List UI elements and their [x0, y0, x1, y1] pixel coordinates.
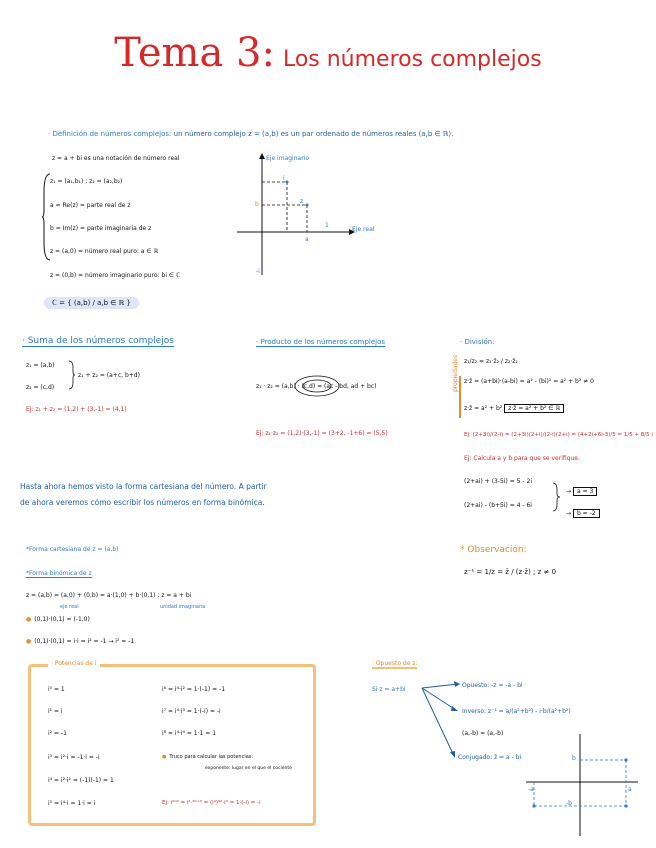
opuesto-opuesto: Opuesto: -z = -a - bi — [462, 682, 523, 689]
definicion-item-4: z = (a,0) = número real puro: a ∈ ℝ — [50, 248, 159, 255]
potencias-trick-heading: ● Truco para calcular las potencias: — [162, 754, 253, 760]
binomica-sub1: eje real — [60, 604, 79, 610]
division-eq1: (2+ai) + (3-5i) = 5 - 2i — [464, 478, 532, 485]
conj-point-zbar — [624, 804, 627, 807]
division-boxed: z·z̄ = a² + b² ∈ ℝ — [504, 404, 564, 413]
title-sub: Los números complejos — [282, 47, 542, 72]
nota-line1: Hasta ahora hemos visto la forma cartesiana del número. A partir — [20, 482, 267, 491]
suma-result: z₁ + z₂ = (a+c, b+d) — [78, 372, 140, 379]
point-i — [286, 181, 289, 184]
producto-ej: Ej: z₁·z₂ = (1,2)·(3,-1) = (3+2, -1+6) = (5,5) — [256, 430, 388, 437]
suma-heading: · Suma de los números complejos — [22, 336, 174, 346]
potencias-left-2: i² = -1 — [48, 730, 67, 737]
binomica-b1: ● (0,1)·(0,1) = (-1,0) — [26, 616, 90, 623]
label-b: b — [255, 201, 259, 208]
division-line2-row: z·z̄ = a² + b² z·z̄ = a² + b² ∈ ℝ — [464, 405, 564, 412]
complex-set: ℂ = { (a,b) / a,b ∈ ℝ } — [44, 297, 139, 309]
point-z — [306, 204, 309, 207]
binomica-sub2: unidad imaginaria — [160, 604, 206, 610]
definicion-heading-line — [48, 130, 453, 138]
potencias-left-0: i⁰ = 1 — [48, 686, 65, 693]
potencias-left-5: i⁵ = i⁴·i = 1·i = i — [48, 800, 96, 807]
definicion-item-2: a = Re(z) = parte real de z — [50, 202, 131, 209]
conj-label-neg-a: -a — [528, 786, 534, 793]
binomica-b2: ● (0,1)·(0,1) = i·i = i² = -1 → i² = -1 — [26, 638, 134, 645]
potencias-trick-note: exponente: lugar en el que el cociente — [205, 766, 292, 771]
potencias-right-2: i⁸ = i⁴·i⁴ = 1·1 = 1 — [162, 730, 217, 737]
definicion-item-5: z = (0,b) = número imaginario puro: bi ∈ ℂ — [50, 272, 181, 279]
conjugate-plane-diagram — [522, 730, 642, 840]
potencias-left-3: i³ = i²·i = -1·i = -i — [48, 754, 100, 761]
imag-axis-arrow — [259, 153, 265, 159]
definicion-item-3: b = Im(z) = parte imaginaria de z — [50, 225, 152, 232]
definicion-note: z = a + bi es una notación de número real — [52, 155, 180, 162]
definicion-text: un número complejo z = (a,b) es un par ordenado de números reales (a,b ∈ ℝ). — [173, 130, 454, 138]
axis-real-label: Eje real — [352, 226, 375, 233]
division-heading: · División: — [460, 338, 495, 346]
conj-point-neg — [532, 804, 535, 807]
division-eq2: (2+ai) - (b+5i) = 4 - 6i — [464, 502, 532, 509]
opuesto-base: Si z = a+bi — [372, 686, 406, 693]
observacion-formula: z⁻¹ = 1/z = z̄ / (z·z̄) ; z ≠ 0 — [464, 568, 557, 576]
division-res1: → a = 3 — [566, 488, 597, 495]
division-res2: → b = -2 — [566, 510, 600, 517]
potencias-heading: · Potencias de i — [48, 660, 100, 667]
potencias-left-1: i¹ = i — [48, 708, 63, 715]
opuesto-conjugado: Conjugado: z̄ = a - bi — [458, 754, 522, 761]
opuesto-conj-pair: (a,-b) = (a,-b) — [462, 730, 504, 737]
definicion-heading: · Definición de números complejos: — [48, 130, 172, 138]
division-propiedades: propiedades — [452, 354, 459, 392]
label-1: 1 — [325, 222, 329, 229]
complex-set-pill — [44, 290, 139, 309]
binomica-cartesiana: *Forma cartesiana de z = (a,b) — [26, 546, 119, 553]
axis-imag-label: Eje imaginario — [266, 155, 310, 162]
binomica-formula: z = (a,b) = (a,0) + (0,b) = a·(1,0) + b·(0,1) ; z = a + bi — [26, 592, 192, 599]
binomica-heading: *Forma binómica de z — [26, 570, 92, 577]
conj-label-neg-b: -b — [566, 800, 572, 807]
opuesto-arrows — [420, 680, 480, 760]
conj-point-z — [624, 758, 627, 761]
producto-heading: · Producto de los números complejos — [256, 338, 386, 346]
definicion-item-1: z₁ = (a₁,b₁) ; z₂ = (a₂,b₂) — [50, 178, 123, 185]
suma-z1: z₁ = (a,b) — [26, 362, 55, 369]
division-ej2: Ej: Calcula a y b para que se verifique. — [464, 455, 580, 462]
conj-label-a: a — [628, 786, 632, 793]
potencias-left-4: i⁴ = i²·i² = (-1)(-1) = 1 — [48, 777, 114, 784]
opuesto-inverso: Inverso: z⁻¹ = a/(a²+b²) - i·b/(a²+b²) — [462, 708, 571, 715]
division-brace — [552, 482, 562, 512]
suma-ej: Ej: z₁ + z₂ = (1,2) + (3,-1) = (4,1) — [26, 406, 127, 413]
label-a: a — [305, 236, 309, 243]
suma-brace — [68, 360, 76, 390]
nota-line2: de ahora veremos cómo escribir los números en forma binómica. — [20, 498, 265, 507]
potencias-ej: Ej: i²⁰³ = i⁴·⁵⁰⁺³ = (i⁴)⁵⁰·i³ = 1·(-i) = -i — [162, 800, 261, 806]
title-main: Tema 3: — [114, 30, 275, 76]
label-z: z — [300, 198, 304, 205]
producto-formula: z₁ · z₂ = (a,b) · (c,d) = (ac - bd, ad + bc) — [256, 383, 377, 390]
complex-plane-diagram — [232, 150, 375, 280]
suma-z2: z₂ = (c,d) — [26, 384, 55, 391]
observacion-heading: * Observación: — [460, 545, 527, 555]
potencias-right-0: i⁶ = i⁴·i² = 1·(-1) = -1 — [162, 686, 226, 693]
opuesto-heading: · Opuesto de z: — [372, 660, 418, 667]
conj-label-b: b — [572, 755, 576, 762]
label-i: i — [283, 175, 285, 182]
potencias-right-1: i⁷ = i⁴·i³ = 1·(-i) = -i — [162, 708, 221, 715]
division-ej1: Ej: (2+3i)/(2-i) = (2+3i)(2+i)/(2-i)(2+i) = (4+2i+6i-3)/5 = 1/5 + 8/5 i — [464, 432, 653, 438]
page-title — [0, 30, 656, 76]
division-frac: z₁/z₂ = z₁·z̄₂ / z₂·z̄₂ — [464, 358, 518, 365]
division-bracket — [459, 376, 461, 418]
label-neg-i: -i — [256, 268, 260, 275]
division-line1: z·z̄ = (a+bi)·(a-bi) = a² - (bi)² = a² + b² ≠ 0 — [464, 378, 594, 385]
